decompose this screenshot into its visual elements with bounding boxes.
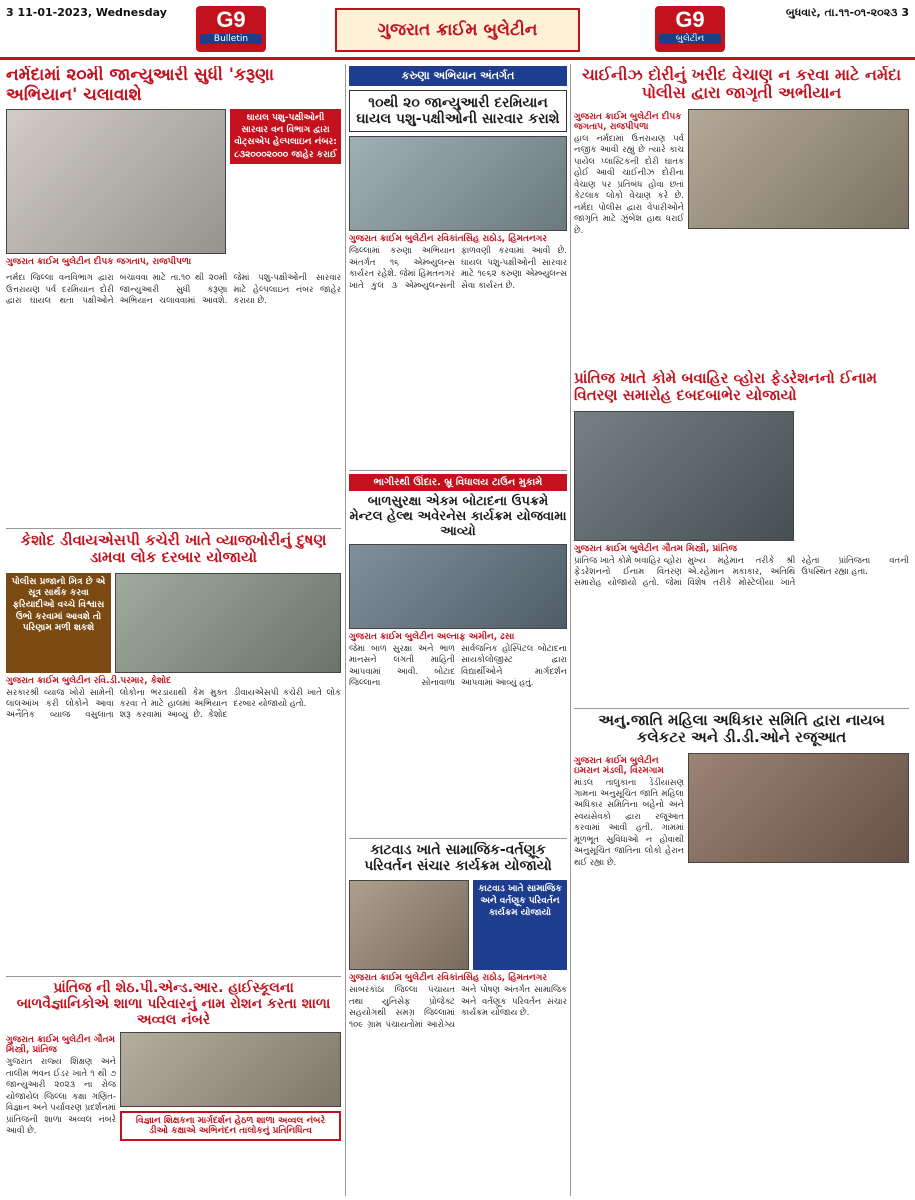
helpline-box: ઘાયલ પશુ-પક્ષીઓની સારવાર વન વિભાગ દ્વારા વોટ્સએપ હેલ્પલાઇન નંબર: ૮૩૨૦૦૦૨૦૦૦ જાહેર કરાઈ xyxy=(230,109,341,164)
photo-awareness-program xyxy=(349,544,567,629)
headline: ચાઈનીઝ દોરીનું ખરીદ વેચાણ ન કરવા માટે નર્મદા પોલીસ દ્વારા જાગૃતી અભીયાન xyxy=(581,66,902,103)
article-body: પ્રાંતિજ ખાતે કોમે બવાહિર વ્હોરા ફેડરેશનનો ઈનામ વિતરણ સમારોહ યોજાયો હતો. જેમાં મુખ્ય મહેમાન તરીકે શ્રી એ.રહેમાન મકાકાર, અતિથિ વિશેષ તરીકે મોસ્ટેલીયા ખાતે રહેતા પ્રાંતિજના વતની ઉપસ્થિત રહ્યા હતા. xyxy=(574,555,909,589)
g9-logo-left xyxy=(196,6,266,52)
headline: ૧૦થી ૨૦ જાન્યુઆરી દરમિયાન ઘાયલ પશુ-પક્ષીઓની સારવાર કરાશે xyxy=(349,90,567,132)
article-body: સરકારશ્રી વ્યાજ ખોરો સામેની લાલઆંખ કરી લોકોને આવા અનૈતિક વ્યાજ વસુલાતા લોકોના ભરડાયાથી કેમ મુક્ત કરવા તે માટે હાલમાં અભિયાન શરૂ કરવામાં આવ્યું છે. કેશોદ ડીવાયએસપી કચેરી ખાતે લોક દરબાર યોજાયો હતો. xyxy=(6,687,341,721)
byline: ગુજરાત ક્રાઈમ બુલેટીન અલ્તાફ અમીન, ઢસા xyxy=(349,631,515,642)
byline: ગુજરાત ક્રાઈમ બુલેટીન દીપક જગતાપ, રાજપીપળા xyxy=(574,111,682,132)
logo-sub: Bulletin xyxy=(200,34,262,44)
article-karuna xyxy=(6,66,341,526)
headline: પ્રાંતિજ ખાતે કોમે બવાહિર વ્હોરા ફેડરેશનનો ઈનામ વિતરણ સમારોહ દબદબાભેર યોજાયો xyxy=(574,370,878,405)
logo-sub: બુલેટીન xyxy=(659,34,721,44)
article-body: સાબરકાંઠા જિલ્લા પંચાયત તથા યુનિસેફ પ્રોજેક્ટ સહયોગથી સમગ્ર જિલ્લામાં ૧૦૯ ગ્રામ પંચાયતોમાં આરોગ્ય અને પોષણ અંતર્ગત સામાજિક અને વર્તણૂક પરિવર્તન સંચાર કાર્યક્રમ યોજાય છે. xyxy=(349,985,567,1030)
logo-text: G9 xyxy=(216,7,246,32)
article-body: ગુજરાત રાજ્ય શિક્ષણ અને તાલીમ ભવન ઈડર ખાતે ૧ થી ૭ જાન્યુઆરી ૨૦૨૩ ના રોજ યોજાયેલ જિલ્લા કક્ષા ગણિત-વિજ્ઞાન અને પર્યાવરણ પ્રદર્શનમાં પ્રાંતિજની શાળા અવ્વલ નંબરે આવી છે. xyxy=(6,1057,116,1137)
headline: કાટવાડ ખાતે સામાજિક-વર્તણૂક પરિવર્તન સંચાર કાર્યક્રમ યોજાયો xyxy=(364,842,552,875)
article-school xyxy=(6,980,341,1194)
logo-text: G9 xyxy=(675,7,705,32)
section-divider xyxy=(574,708,909,709)
section-divider xyxy=(349,838,567,839)
article-mahila xyxy=(574,712,909,1194)
article-keshod xyxy=(6,532,341,972)
photo-women-group xyxy=(688,753,909,863)
kicker: ભાગીરથી ઊંદાર. બ્રૂ વિધાલય ટાઉન મુકામે xyxy=(349,474,567,491)
column-divider xyxy=(345,64,346,1196)
headline: અનુ.જાતિ મહિલા અધિકાર સમિતિ દ્વારા નાયબ કલેકટર અને ડી.ડી.ઓને રજૂઆત xyxy=(598,712,885,747)
column-divider xyxy=(570,64,571,1196)
article-bavahir xyxy=(574,370,909,705)
article-chinese-thread xyxy=(574,66,909,366)
byline: ગુજરાત ક્રાઈમ બુલેટીન રવિ.ડી.પરમાર, કેશોદ xyxy=(6,675,172,686)
quote-box: પોલીસ પ્રજાનો મિત્ર છે એ સૂત્ર સાર્થક કરવા ફરિયાદીઓ વચ્ચે વિશ્વાસ ઉભો કરવામાં આવશે તો પરિણામ મળી શકશે xyxy=(6,573,111,673)
article-treatment xyxy=(349,66,567,466)
article-katwad xyxy=(349,842,567,1194)
byline: ગુજરાત ક્રાઈમ બુલેટીન દીપક જગતાપ, રાજપીપળા xyxy=(6,257,192,268)
photo-lok-darbar xyxy=(115,573,341,673)
section-divider xyxy=(349,470,567,471)
article-body: માંડલ તાલુકાના ડેડીયાસણ ગામના અનુસૂચિત જાતિ મહિલા અધિકાર સમિતિના બહેનો અને સ્વયંસેવકો દ્વારા રજૂઆત કરવામાં આવી હતી. ગામમાં મૂળભૂત સુવિધાઓ ન હોવાથી અનુસૂચિત જાતિના લોકો હેરાન થઈ રહ્યા છે. xyxy=(574,777,684,868)
article-mental-health xyxy=(349,474,567,834)
byline: ગુજરાત ક્રાઈમ બુલેટીન રવિકાંતસિંહ રાઠોડ, હિંમતનગર xyxy=(349,973,547,984)
section-divider xyxy=(6,528,341,529)
photo-students xyxy=(120,1032,341,1107)
byline: ગુજરાત ક્રાઈમ બુલેટીન ગૌતમ મિસ્ત્રી, પ્રાંતિજ xyxy=(6,1035,115,1056)
masthead-date-left: 3 11-01-2023, Wednesday xyxy=(6,6,167,19)
photo-award-ceremony xyxy=(574,411,794,541)
headline: બાળસુરક્ષા એકમ બોટાદના ઉપક્રમે મેન્ટલ હેલ્થ અવેરનેસ કાર્યક્રમ યોજવામા આવ્યો xyxy=(349,494,567,539)
section-divider xyxy=(6,976,341,977)
headline: પ્રાંતિજ ની શેઠ.પી.એન્ડ.આર. હાઈસ્કૂલના બાળવૈજ્ઞાનિકોએ શાળા પરિવારનું નામ રોશન કરતા શાળા અવ્વલ નંબરે xyxy=(16,980,331,1029)
byline: ગુજરાત ક્રાઈમ બુલેટીન રવિકાંતસિંહ રાઠોડ, હિંમતનગર xyxy=(349,234,547,245)
katwad-box: કાટવાડ ખાતે સામાજિક અને વર્તણૂક પરિવર્તન કાર્યક્રમ યોજાયો xyxy=(473,880,567,970)
school-box: વિજ્ઞાન શિક્ષકના માર્ગદર્શન હેઠળ શાળા અવ્વલ નંબરે ડીઓ કક્ષાએ અભિનંદન તાલોકનું પ્રતિનિધિત્વ xyxy=(120,1111,341,1141)
headline: કેશોદ ડીવાયએસપી કચેરી ખાતે વ્યાજખોરીનું દુષણ ડામવા લોક દરબાર યોજાયો xyxy=(20,532,327,567)
byline: ગુજરાત ક્રાઈમ બુલેટીન ઇમરાન મંડલી, વિરમગામ xyxy=(574,755,664,776)
masthead xyxy=(0,0,915,60)
article-body: જિલ્લામાં કરુણા અભિયાન અંતર્ગત ૧૬ એમ્બ્યુલન્સ કાર્યરત રહેશે. જેમાં હિંમતનગર ખાતે કુલ ૩ એમ્બ્યુલન્સની ફાળવણી કરવામાં આવી છે. ઘાયલ પશુ-પક્ષીઓની સારવાર માટે ૧૯૬૨ કરુણા એમ્બ્યુલન્સ સેવા કાર્યરત છે. xyxy=(349,246,567,291)
headline: નર્મદામાં ૨૦મી જાન્યુઆરી સુધી 'કરૂણા અભિયાન' ચલાવાશે xyxy=(6,66,275,105)
article-body: હાલ નર્મદામાં ઉત્તરાયણ પર્વ નજીક આવી રહ્યું છે ત્યારે કાચ પાયેલ પ્લાસ્ટિકની દોરી ઘાતક હોઈ આવી ચાઈનીઝ દોરીના વેચાણ પર પ્રતિબંધ હોવા છતાં કેટલાક લોકો વેચાણ કરે છે. નર્મદા પોલીસ દ્વારા વેપારીઓને જાગૃતિ માટે ઝુંબેશ હાથ ધરાઈ છે. xyxy=(574,133,684,236)
masthead-date-right: બુધવાર, તા.૧૧-૦૧-૨૦૨૩ 3 xyxy=(785,6,909,19)
article-body: નર્મદા જિલ્લા વનવિભાગ દ્વારા ઉત્તરાયણ પર્વ દરમિયાન દોરી દ્વારા ઘાયલ થતા પક્ષીઓને બચાવવા માટે તા.૧૦ થી ૨૦મી જાન્યુઆરી સુધી કરૂણા અભિયાન ચલાવવામાં આવશે. જેમાં પશુ-પક્ષીઓની સારવાર માટે હેલ્પલાઇન નંબર જાહેર કરાયા છે. xyxy=(6,273,341,307)
g9-logo-right xyxy=(655,6,725,52)
newspaper-title: ગુજરાત ક્રાઈમ બુલેટીન xyxy=(335,8,580,52)
kicker: કરુણા અભિયાન અંતર્ગત xyxy=(349,66,567,86)
photo-katwad xyxy=(349,880,469,970)
byline: ગુજરાત ક્રાઈમ બુલેટીન ગૌતમ મિસ્ત્રી, પ્રાંતિજ xyxy=(574,543,737,554)
photo-vet-team xyxy=(349,136,567,231)
article-body: જેમા બાળ સુરક્ષા અને ભાળ માનસને લગતી માહિતી આપવામાં આવી. બોટાદ જિલ્લાના સોનાવાળા સાર્વજનિક હોસ્પિટલ બોટાદના સાયકોલોજીસ્ટ દ્વારા વિદ્યાર્થીઓને માર્ગદર્શન આપવામાં આવ્યું હતું. xyxy=(349,643,567,689)
photo-injured-birds xyxy=(6,109,226,254)
photo-police-shop xyxy=(688,109,909,229)
